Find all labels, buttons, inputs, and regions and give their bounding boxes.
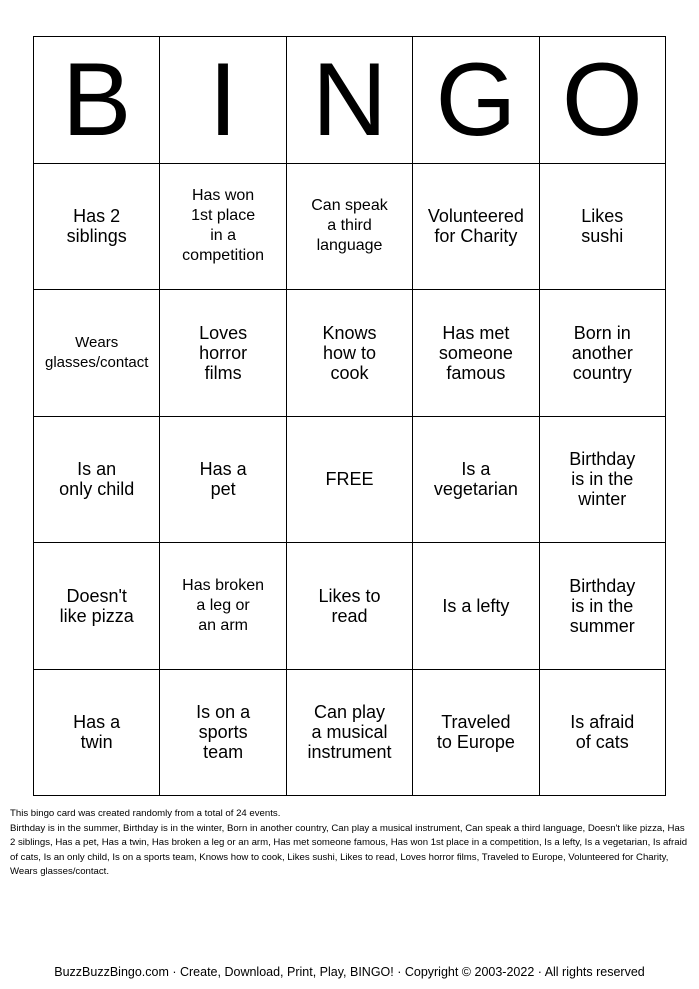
bingo-square	[540, 164, 666, 291]
square-text: Has a pet	[199, 459, 247, 500]
square-text: Is on a sports team	[196, 702, 251, 763]
square-text: Has broken a leg or an arm	[182, 576, 264, 634]
square-text: Likes sushi	[581, 206, 624, 247]
free-square	[287, 417, 413, 544]
bingo-square	[160, 417, 286, 544]
square-text: Has met someone famous	[438, 322, 513, 383]
bingo-square	[287, 543, 413, 670]
square-text: Is afraid of cats	[570, 712, 635, 753]
square-text: Knows how to cook	[322, 322, 377, 383]
bingo-square	[34, 164, 160, 291]
bingo-square	[413, 290, 539, 417]
square-text: Doesn't like pizza	[59, 585, 134, 626]
square-text: Has 2 siblings	[66, 206, 127, 247]
bingo-square	[413, 543, 539, 670]
card-info	[10, 807, 692, 880]
square-text: Is a vegetarian	[433, 459, 518, 500]
bingo-square	[540, 290, 666, 417]
square-text: Wears glasses/contact	[45, 333, 149, 371]
header-letter-n: N	[287, 37, 413, 164]
bingo-square	[34, 290, 160, 417]
bingo-square	[160, 543, 286, 670]
bingo-square	[413, 670, 539, 797]
bingo-square	[160, 670, 286, 797]
square-text: Volunteered for Charity	[427, 206, 524, 247]
bingo-square	[287, 164, 413, 291]
event-list: Birthday is in the summer, Birthday is in the winter, Born in another country, Can play a musical instrument, Can speak a third language, Doesn't like pizza, Has 2 siblings, Has a pet, Has a twin, Has broken a leg or an arm, Has met someone famous, Has won 1st place in a competition, Is a lefty, Is a vegetarian, Is afraid of cats, Is an only child, Is on a sports team, Knows how to cook, Likes sushi, Likes to read, Loves horror films, Traveled to Europe, Volunteered for Charity, Wears glasses/contact.	[10, 822, 688, 877]
bingo-square	[413, 417, 539, 544]
square-text: Can speak a third language	[311, 197, 388, 255]
square-text: Loves horror films	[199, 322, 248, 383]
bingo-square	[540, 670, 666, 797]
header-letter-g: G	[413, 37, 539, 164]
card-summary: This bingo card was created randomly from a total of 24 events.	[10, 808, 281, 819]
square-text: FREE	[325, 469, 374, 490]
square-text: Traveled to Europe	[436, 712, 515, 753]
square-text: Is an only child	[59, 459, 135, 500]
square-text: Has won 1st place in a competition	[182, 187, 264, 265]
square-text: Likes to read	[318, 585, 381, 626]
header-letter-b: B	[34, 37, 160, 164]
bingo-card	[33, 36, 666, 796]
square-text: Has a twin	[73, 712, 121, 753]
bingo-square	[540, 417, 666, 544]
bingo-square	[160, 290, 286, 417]
bingo-square	[160, 164, 286, 291]
bingo-square	[287, 290, 413, 417]
bingo-square	[34, 543, 160, 670]
square-text: Birthday is in the summer	[569, 575, 636, 636]
footer-credits: BuzzBuzzBingo.com · Create, Download, Print, Play, BINGO! · Copyright © 2003-2022 · All rights reserved	[54, 965, 645, 979]
bingo-square	[287, 670, 413, 797]
bingo-square	[34, 417, 160, 544]
square-text: Born in another country	[571, 322, 633, 383]
header-letter-o: O	[540, 37, 666, 164]
bingo-square	[34, 670, 160, 797]
square-text: Can play a musical instrument	[307, 702, 392, 763]
bingo-square	[413, 164, 539, 291]
square-text: Birthday is in the winter	[569, 449, 636, 510]
bingo-square	[540, 543, 666, 670]
square-text: Is a lefty	[442, 595, 510, 616]
header-letter-i: I	[160, 37, 286, 164]
